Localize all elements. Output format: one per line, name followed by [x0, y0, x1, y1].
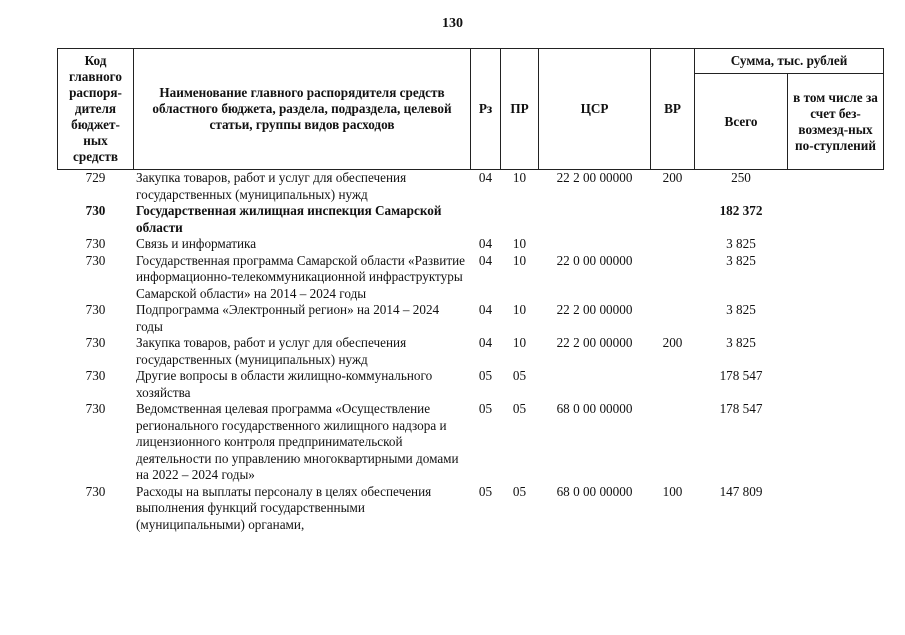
- cell-rz: 05: [478, 483, 493, 499]
- cell-rz: 05: [478, 368, 493, 383]
- cell-name: Расходы на выплаты персоналу в целях обеспечения выполнения функций государственными (муниципальными) органами,: [136, 483, 432, 532]
- cell-pr: 10: [512, 252, 527, 268]
- cell-code: 730: [85, 236, 106, 251]
- cell-code: 729: [85, 170, 106, 185]
- cell-vr: [651, 401, 695, 484]
- cell-csr: [539, 368, 651, 401]
- table-row: [58, 203, 884, 236]
- cell-csr: 68 0 00 00000: [556, 483, 633, 499]
- cell-vr: 200: [662, 335, 683, 350]
- cell-code: 730: [85, 252, 106, 268]
- cell-code: 730: [85, 483, 106, 499]
- cell-free: [788, 335, 884, 368]
- cell-free: [788, 253, 884, 303]
- budget-table: [57, 48, 884, 533]
- cell-total: 3 825: [726, 335, 756, 350]
- cell-total: 3 825: [726, 236, 756, 251]
- cell-pr: [501, 203, 539, 236]
- table-row: [58, 302, 884, 335]
- cell-code: 730: [85, 401, 106, 416]
- header-code: Код главного распоря-дителя бюджет-ных средств: [58, 49, 134, 170]
- cell-total: 3 825: [726, 302, 756, 317]
- cell-name: Закупка товаров, работ и услуг для обеспечения государственных (муниципальных) нужд: [136, 170, 407, 202]
- table-row: [58, 401, 884, 484]
- header-rz: Рз: [471, 49, 501, 170]
- table-row: [58, 335, 884, 368]
- cell-rz: 05: [478, 401, 493, 416]
- cell-name: Ведомственная целевая программа «Осуществление регионального государственного жилищного надзора и лицензионного контроля предпринимательской деятельности по управлению многоквартирными домами на 2022 – 2024 годы»: [136, 401, 459, 482]
- cell-total: 182 372: [719, 203, 763, 218]
- cell-vr: [651, 253, 695, 303]
- cell-pr: 05: [512, 401, 527, 416]
- cell-csr: [539, 236, 651, 253]
- cell-total: 147 809: [719, 483, 763, 499]
- cell-vr: 100: [662, 483, 683, 499]
- header-sum: Сумма, тыс. рублей: [695, 49, 884, 74]
- cell-name: Закупка товаров, работ и услуг для обеспечения государственных (муниципальных) нужд: [136, 335, 407, 367]
- cell-pr: 05: [512, 483, 527, 499]
- cell-rz: 04: [478, 170, 493, 185]
- cell-csr: 22 2 00 00000: [556, 302, 633, 317]
- cell-free: [788, 236, 884, 253]
- table-row: [58, 484, 884, 534]
- header-vr: ВР: [651, 49, 695, 170]
- header-csr: ЦСР: [539, 49, 651, 170]
- cell-name: Другие вопросы в области жилищно-коммунального хозяйства: [136, 368, 433, 400]
- cell-rz: 04: [478, 252, 493, 268]
- cell-csr: 22 0 00 00000: [556, 252, 633, 268]
- cell-total: 178 547: [719, 401, 763, 416]
- cell-vr: 200: [662, 170, 683, 185]
- table-row: [58, 253, 884, 303]
- cell-free: [788, 368, 884, 401]
- table-row: [58, 368, 884, 401]
- cell-rz: [471, 203, 501, 236]
- table-body: [58, 170, 884, 534]
- cell-code: 730: [85, 203, 106, 218]
- header-pr: ПР: [501, 49, 539, 170]
- cell-pr: 10: [512, 236, 527, 251]
- cell-free: [788, 302, 884, 335]
- cell-vr: [651, 302, 695, 335]
- cell-code: 730: [85, 335, 106, 350]
- cell-vr: [651, 203, 695, 236]
- cell-name: Государственная программа Самарской области «Развитие информационно-телекоммуникационной инфраструктуры Самарской области» на 2014 – 2024 годы: [136, 252, 466, 301]
- header-name: Наименование главного распорядителя средств областного бюджета, раздела, подраздела, целевой статьи, группы видов расходов: [134, 49, 471, 170]
- cell-total: 3 825: [726, 252, 756, 268]
- cell-csr: 22 2 00 00000: [556, 170, 633, 185]
- cell-code: 730: [85, 368, 106, 383]
- cell-free: [788, 170, 884, 204]
- cell-pr: 05: [512, 368, 527, 383]
- cell-pr: 10: [512, 335, 527, 350]
- cell-rz: 04: [478, 236, 493, 251]
- cell-csr: [539, 203, 651, 236]
- page-number: 130: [442, 16, 463, 31]
- cell-name: Подпрограмма «Электронный регион» на 2014 – 2024 годы: [136, 302, 440, 334]
- cell-free: [788, 484, 884, 534]
- cell-csr: 22 2 00 00000: [556, 335, 633, 350]
- cell-vr: [651, 368, 695, 401]
- table-row: [58, 236, 884, 253]
- cell-pr: 10: [512, 170, 527, 185]
- cell-rz: 04: [478, 335, 493, 350]
- table-row: [58, 170, 884, 204]
- cell-free: [788, 203, 884, 236]
- cell-vr: [651, 236, 695, 253]
- cell-name: Государственная жилищная инспекция Самарской области: [136, 203, 442, 235]
- cell-pr: 10: [512, 302, 527, 317]
- header-free: в том числе за счет без-возмезд-ных по-ступлений: [788, 74, 884, 170]
- cell-free: [788, 401, 884, 484]
- cell-code: 730: [85, 302, 106, 317]
- header-total: Всего: [695, 74, 788, 170]
- cell-rz: 04: [478, 302, 493, 317]
- table-header: [58, 49, 884, 170]
- cell-name: Связь и информатика: [136, 236, 257, 251]
- cell-total: 178 547: [719, 368, 763, 383]
- cell-csr: 68 0 00 00000: [556, 401, 633, 416]
- cell-total: 250: [731, 170, 751, 185]
